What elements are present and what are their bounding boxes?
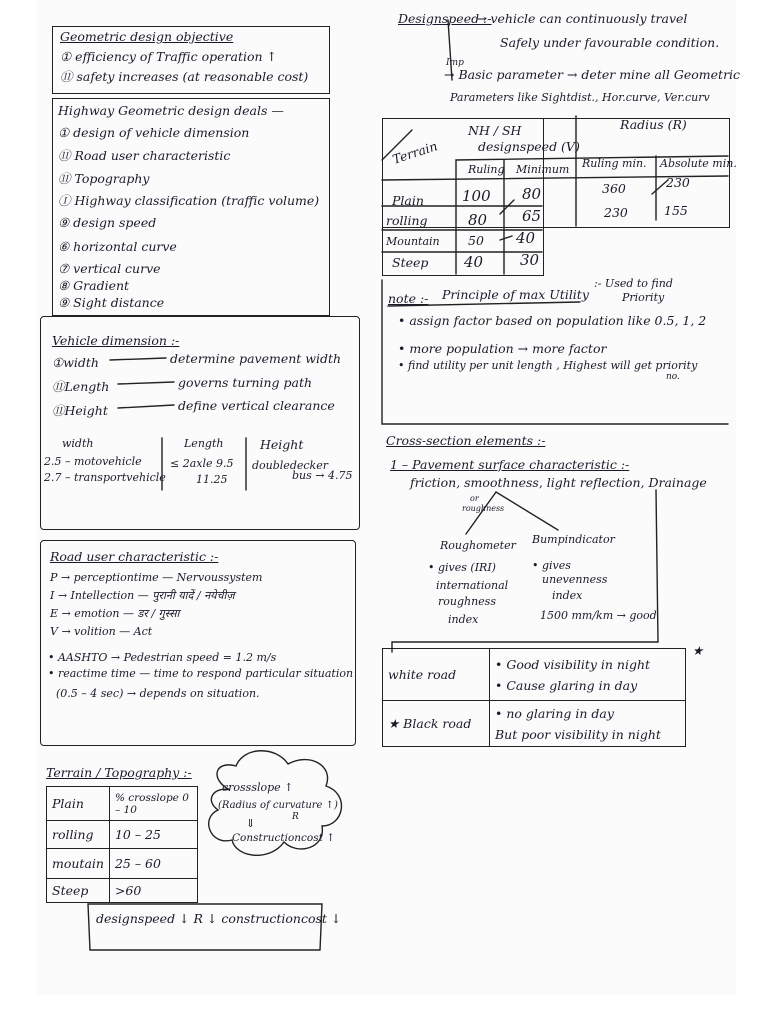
bump-text: index (552, 589, 583, 602)
cloud-text: (Radius of curvature ↑) (218, 800, 338, 811)
ru-reaction: • reactime time — time to respond particular situation (48, 667, 354, 680)
cs-or: or (470, 494, 479, 503)
road-notes (490, 649, 686, 701)
note-item: • more population → more factor (398, 341, 607, 356)
speed-th-ruling: Ruling (468, 163, 505, 176)
road-notes (490, 701, 686, 747)
radius-abs: 155 (664, 203, 688, 218)
bump-text: 1500 mm/km → good (540, 609, 657, 622)
ru-item: I → Intellection — पुरानी यादें / नयेचीज़ (50, 589, 235, 602)
slope-cell: >60 (109, 879, 197, 903)
hw-item: ⑨ Sight distance (58, 295, 165, 310)
speed-terrain: Steep (392, 255, 429, 270)
cs-title: Cross-section elements :- (386, 433, 546, 448)
bump-text: • gives (532, 559, 571, 572)
table-row (383, 649, 686, 701)
note-no: no. (666, 372, 680, 382)
vd-item-name: ⑪Length (52, 379, 110, 394)
vd-length-head: Length (184, 437, 224, 450)
vd-width-val: 2.7 – transportvehicle (44, 471, 166, 484)
speed-terrain: Plain (392, 193, 424, 208)
ru-item: E → emotion — डर / गुस्सा (50, 607, 180, 620)
geo-item: ⑪ safety increases (at reasonable cost) (60, 69, 309, 84)
hw-title: Highway Geometric design deals — (58, 103, 284, 118)
vd-length-val: ≤ 2axle 9.5 (170, 457, 234, 470)
star-mark: ★ (692, 643, 704, 658)
vd-item-name: ①width (52, 355, 99, 370)
ru-item: P → perceptiontime — Nervoussystem (50, 571, 263, 584)
hw-item: ⑪ Road user characteristic (58, 148, 231, 163)
speed-terrain: rolling (386, 213, 428, 228)
hw-item: ⑧ Gradient (58, 278, 130, 293)
speed-minimum: 80 (522, 185, 542, 203)
road-type-label: white road (388, 667, 457, 682)
terrain-cell: rolling (47, 821, 110, 849)
cloud-text: R (292, 812, 299, 822)
geo-item: ① efficiency of Traffic operation ↑ (60, 49, 278, 64)
vd-width-val: 2.5 – motovehicle (44, 455, 142, 468)
hw-item: ⑦ vertical curve (58, 261, 161, 276)
speed-minimum: 40 (516, 229, 536, 247)
vd-item-desc: define vertical clearance (178, 398, 335, 413)
speed-ruling: 80 (468, 211, 488, 229)
ru-aashto: • AASHTO → Pedestrian speed = 1.2 m/s (48, 651, 277, 664)
vd-item-name: ⑪Height (52, 403, 108, 418)
ru-reaction-range: (0.5 – 4 sec) → depends on situation. (56, 687, 260, 700)
vd-height-val: bus → 4.75 (292, 469, 353, 482)
cloud-text: Constructioncost ↑ (232, 832, 335, 844)
rough-text: • gives (IRI) (428, 561, 496, 574)
vd-length-val: 11.25 (196, 473, 228, 486)
cs-pavement: 1 – Pavement surface characteristic :- (390, 457, 630, 472)
hw-item: ⑨ design speed (58, 215, 157, 230)
radius-ruling: 360 (602, 181, 626, 196)
vd-title: Vehicle dimension :- (52, 333, 180, 348)
note-label: note :- (388, 291, 429, 306)
speed-th-rulingmin: Ruling min. (582, 157, 647, 170)
vd-height-head: Height (260, 437, 304, 452)
vd-width-head: width (62, 437, 94, 450)
geo-title: Geometric design objective (60, 29, 234, 44)
speed-minimum: 65 (522, 207, 542, 225)
speed-ruling: 40 (464, 253, 484, 271)
slope-cell: 25 – 60 (109, 849, 197, 879)
bump-text: unevenness (542, 573, 608, 586)
cs-properties: friction, smoothness, light reflection, Drainage (410, 475, 707, 490)
rough-text: Roughometer (440, 539, 516, 552)
table-row (47, 821, 198, 849)
cloud-text: crossslope ↑ (222, 781, 294, 794)
ds-params: Parameters like Sightdist., Hor.curve, Ver.curv (450, 91, 710, 104)
road-note: • Cause glaring in day (495, 677, 638, 693)
table-row (47, 879, 198, 903)
speed-minimum: 30 (520, 251, 540, 269)
slope-cell: 10 – 25 (109, 821, 197, 849)
ds-title: Designspeed :- (398, 11, 492, 26)
road-note: • no glaring in day (495, 705, 614, 721)
radius-abs: 230 (666, 175, 690, 190)
table-row (47, 787, 198, 821)
road-type (383, 649, 490, 701)
radius-ruling: 230 (604, 205, 628, 220)
speed-th-absmin: Absolute min. (660, 157, 737, 170)
road-type (383, 701, 490, 747)
rough-text: international (436, 579, 509, 592)
ru-title: Road user characteristic :- (50, 549, 219, 564)
rough-text: roughness (438, 595, 496, 608)
terrain-cell: moutain (47, 849, 110, 879)
ds-definition: Safely under favourable condition. (500, 35, 720, 50)
hw-item: ⑥ horizontal curve (58, 239, 177, 254)
note-side: Priority (622, 291, 665, 304)
hw-item: ⑪ Topography (58, 171, 150, 186)
terrain-title: Terrain / Topography :- (46, 765, 192, 780)
speed-terrain: Mountain (386, 235, 440, 248)
note-item: • find utility per unit length , Highest will get priority (398, 359, 698, 372)
hw-item: ① design of vehicle dimension (58, 125, 250, 140)
vd-item-desc: determine pavement width (170, 351, 342, 366)
road-note: • Good visibility in night (495, 656, 651, 672)
speed-ruling: 50 (468, 233, 484, 248)
road-colour-table (382, 648, 686, 747)
cs-roughness: roughness (462, 504, 505, 513)
speed-th-minimum: Minimum (516, 163, 570, 176)
vd-item-desc: governs turning path (178, 375, 313, 390)
note-text: Principle of max Utility (442, 287, 589, 302)
design-speed-relation: designspeed ↓ R ↓ constructioncost ↓ (96, 911, 342, 926)
table-row (47, 849, 198, 879)
speed-ruling: 100 (462, 187, 491, 205)
hw-item: Ⓘ Highway classification (traffic volume) (58, 193, 320, 208)
cloud-text: ⇓ (246, 817, 256, 830)
terrain-table (46, 786, 198, 903)
speed-th-dspeed: designspeed (V) (478, 139, 580, 154)
speed-th-nhsh: NH / SH (468, 123, 522, 138)
ds-basic: → Basic parameter → deter mine all Geometric (444, 67, 741, 82)
ru-item: V → volition — Act (50, 625, 153, 638)
terrain-cell: Steep (47, 879, 110, 903)
note-item: • assign factor based on population like 0.5, 1, 2 (398, 313, 707, 328)
speed-th-radius: Radius (R) (620, 117, 687, 132)
ds-definition: → vehicle can continuously travel (476, 11, 688, 26)
road-note: But poor visibility in night (495, 726, 661, 742)
note-side: :- Used to find (594, 277, 673, 290)
table-row (383, 701, 686, 747)
speed-th-terrain: Terrain (390, 138, 440, 167)
slope-cell: % crosslope 0 – 10 (109, 787, 197, 821)
terrain-cell: Plain (47, 787, 110, 821)
road-type-label: ★ Black road (388, 716, 472, 731)
ds-imp: Imp (446, 58, 464, 68)
vd-height-val: doubledecker (252, 459, 328, 472)
bump-text: Bumpindicator (532, 533, 615, 546)
rough-text: index (448, 613, 479, 626)
